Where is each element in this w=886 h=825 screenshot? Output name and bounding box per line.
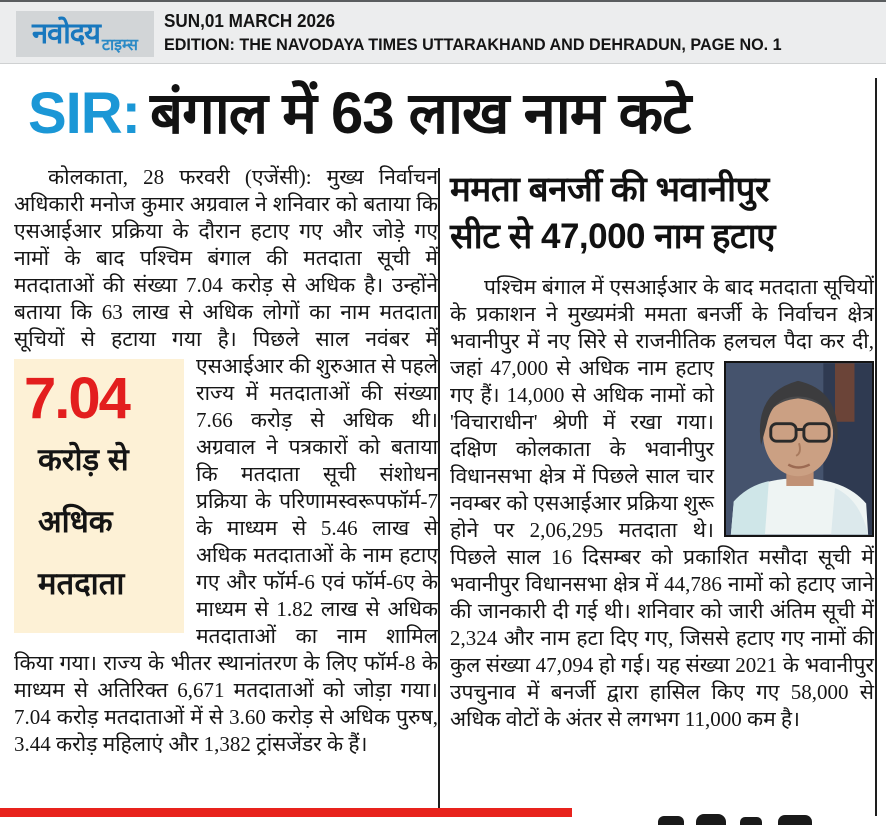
masthead-text [164, 9, 782, 57]
portrait-illustration [726, 363, 872, 535]
left-article-body [14, 164, 438, 758]
pullquote-number: 7.04 [24, 366, 129, 431]
glyph-fragment [658, 816, 684, 825]
headline-text: बंगाल में 63 लाख नाम कटे [150, 81, 691, 146]
right-subheadline [450, 166, 874, 260]
newspaper-logo [16, 11, 154, 57]
pullquote-line: अधिक [38, 504, 113, 539]
left-paragraph-wrap: पहले राज्य में मतदाताओं की संख्या 7.66 करोड़ से अधिक थी। अग्रवाल ने पत्रकारों को बताया कि मतदाता सूची संशोधन प्रक्रिया के परिणामस्वरूपफॉर्म-7 के माध्यम से 5.46 लाख से अधिक मतदाताओं के नाम हटाए गए और फॉर्म-6 एवं फॉर्म-6ए के माध्यम से 1.82 लाख से अधिक मतदाताओं का नाम शामिल किया गया। राज्य के भीतर स्थानांतरण के लिए फॉर्म-8 के माध्यम से [14, 354, 438, 702]
right-column [450, 166, 874, 733]
page-edge-rule [875, 78, 877, 816]
right-paragraph-bottom: मतदाता थे। पिछले साल 16 दिसम्बर को प्रकाशित मसौदा सूची में भवानीपुर विधानसभा क्षेत्र में 44,786 नामों को हटाए जाने की जानकारी दी गई थी। शनिवार को जारी अंतिम सूची में 2,324 और नाम हटा दिए गए, जिससे हटाए गए नामों की कुल संख्या 47,094 हो गई। यह संख्या 2021 के भवानीपुर उपचुनाव में बनर्जी द्वारा हासिल किए गए 58,000 से अधिक वोटों के अंतर से लगभग 11,000 कम है। [450, 518, 874, 731]
masthead [0, 0, 886, 64]
main-headline [28, 72, 874, 156]
headline-prefix: SIR: [28, 81, 140, 146]
logo-main-text: नवोदय [31, 17, 100, 50]
bottom-red-rule [0, 808, 572, 817]
edition-line: EDITION: THE NAVODAYA TIMES UTTARAKHAND AND DEHRADUN, PAGE NO. 1 [164, 35, 782, 54]
pullquote-line: मतदाता [38, 566, 125, 601]
logo-sub-text: टाइम्स [101, 37, 139, 54]
column-divider-rule [438, 168, 440, 812]
pullquote-box [14, 359, 184, 633]
date-line: SUN,01 MARCH 2026 [164, 11, 336, 31]
glyph-fragment [778, 815, 812, 825]
cropped-next-article-glyphs [648, 812, 838, 825]
pullquote-line: करोड़ से [38, 442, 129, 477]
subhead-line-2: सीट से 47,000 नाम हटाए [450, 217, 776, 256]
left-paragraph-top: कोलकाता, 28 फरवरी (एजेंसी): मुख्य निर्वाचन अधिकारी मनोज कुमार अग्रवाल ने शनिवार को बताया कि एसआईआर प्रक्रिया के दौरान हटाए गए और जोड़े गए नामों के बाद पश्चिम बंगाल की मतदाता सूची में मतदाताओं की संख्या 7.04 करोड़ से अधिक है। उन्होंने बताया कि 63 लाख से अधिक लोगों का नाम मतदाता सूचियों से हटाया गया है। पिछले साल नवंबर में एसआईआर की शुरुआत से [14, 165, 438, 378]
mamata-banerjee-photo [724, 361, 874, 537]
right-article-body [450, 274, 874, 733]
left-paragraph-bottom: अतिरिक्त 6,671 मतदाताओं को जोड़ा गया। 7.04 करोड़ मतदाताओं में से 3.60 करोड़ से अधिक पुरुष, 3.44 करोड़ महिलाएं और 1,382 ट्रांसजेंडर के हैं। [14, 678, 439, 756]
glyph-fragment [696, 814, 726, 825]
right-paragraph-top: पश्चिम बंगाल में एसआईआर के बाद मतदाता सूचियों के प्रकाशन ने मुख्यमंत्री ममता बनर्जी के निर्वाचन क्षेत्र भवानीपुर में नए सिरे से राजनीतिक हलचल पैदा कर दी, [450, 275, 874, 353]
left-column [14, 164, 438, 758]
glyph-fragment [740, 817, 762, 825]
subhead-line-1: ममता बनर्जी की भवानीपुर [450, 170, 769, 209]
right-paragraph-wrap: जहां 47,000 से अधिक नाम हटाए गए हैं। 14,000 से अधिक नामों को 'विचाराधीन' श्रेणी में रखा गया। दक्षिण कोलकाता के भवानीपुर विधानसभा क्षेत्र में पिछले साल चार नवम्बर को एसआईआर प्रक्रिया शुरू होने पर 2,06,295 [450, 356, 714, 542]
